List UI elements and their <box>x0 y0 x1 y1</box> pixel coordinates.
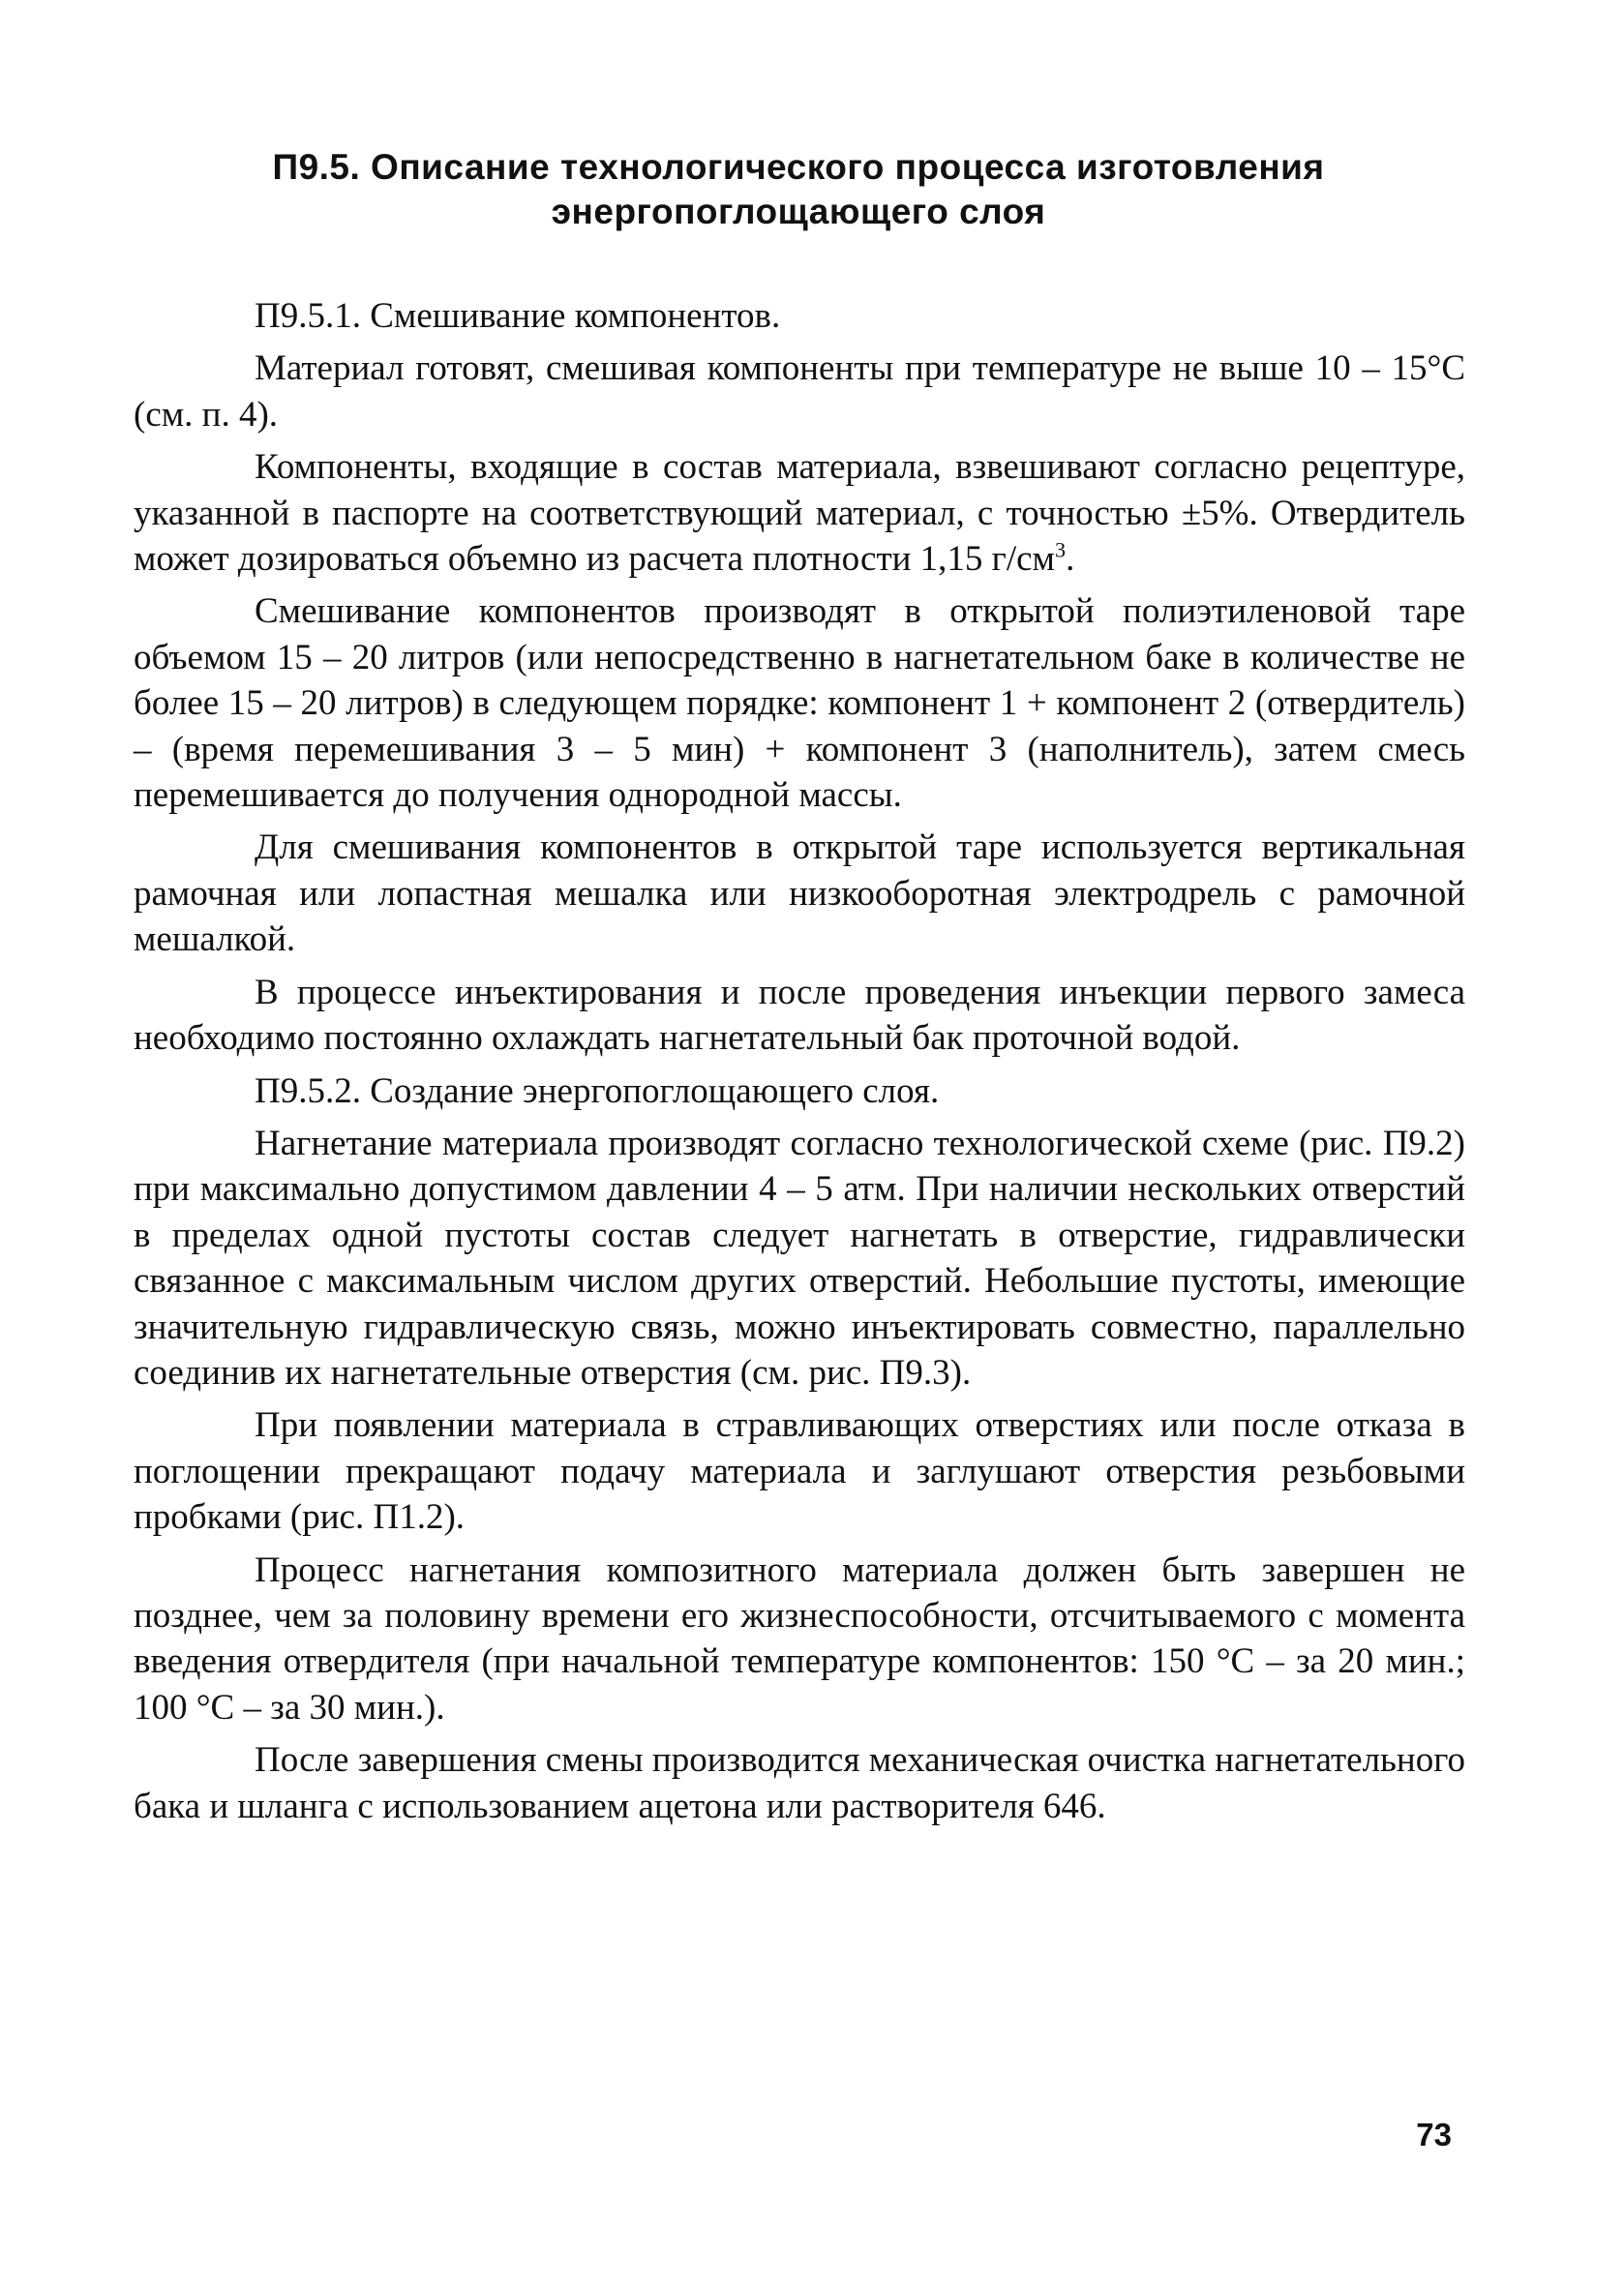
body-text <box>134 293 1465 1836</box>
page-number: 73 <box>1416 2117 1452 2152</box>
paragraph-plugging-holes: При появлении материала в стравливающих отверстиях или после отказа в поглощении прекращают подачу материала и заглушают отверстия резьбовыми пробками (рис. П1.2). <box>134 1405 1465 1538</box>
paragraph-mixer-tools: Для смешивания компонентов в открытой таре используется вертикальная рамочная или лопастная мешалка или низкооборотная электродрель с рамочной мешалкой. <box>134 827 1465 960</box>
superscript-cube: 3 <box>1054 537 1067 562</box>
paragraph-cooling: В процессе инъектирования и после проведения инъекции первого замеса необходимо постоянно охлаждать нагнетательный бак проточной водой. <box>134 972 1465 1059</box>
paragraph-cleaning: После завершения смены производится механическая очистка нагнетательного бака и шланга с использованием ацетона или растворителя 646. <box>134 1740 1465 1826</box>
subsection-title-mixing: П9.5.1. Смешивание компонентов. <box>255 296 781 336</box>
paragraph-material-preparation: Материал готовят, смешивая компоненты при температуре не выше 10 – 15°С (см. п. 4). <box>134 348 1465 435</box>
section-heading-line-1: П9.5. Описание технологического процесса изготовления <box>272 147 1325 187</box>
paragraph-mixing-order: Смешивание компонентов производят в открытой полиэтиленовой таре объемом 15 – 20 литров (или непосредственно в нагнетательном баке в количестве не более 15 – 20 литров) в следующем порядке: компонент 1 + компонент 2 (отвердитель) – (время перемешивания 3 – 5 мин) + компонент 3 (наполнитель), затем смесь перемешивается до получения однородной массы. <box>134 591 1465 816</box>
paragraph-injection-timing: Процесс нагнетания композитного материала должен быть завершен не позднее, чем за половину времени его жизнеспособности, отсчитываемого с момента введения отвердителя (при начальной температуре компонентов: 150 °С – за 20 мин.; 100 °С – за 30 мин.). <box>134 1549 1465 1728</box>
section-heading <box>126 145 1471 234</box>
paragraph-component-weighing <box>134 444 1465 582</box>
paragraph-component-weighing-end: . <box>1066 539 1075 580</box>
subsection-title-layer-creation: П9.5.2. Создание энергопоглощающего слоя. <box>255 1070 940 1111</box>
paragraph-injection-scheme: Нагнетание материала производят согласно технологической схеме (рис. П9.2) при максимально допустимом давлении 4 – 5 атм. При наличии нескольких отверстий в пределах одной пустоты состав следует нагнетать в отверстие, гидравлически связанное с максимальным числом других отверстий. Небольшие пустоты, имеющие значительную гидравлическую связь, можно инъектировать совместно, параллельно соединив их нагнетательные отверстия (см. рис. П9.3). <box>134 1123 1465 1393</box>
paragraph-component-weighing-text: Компоненты, входящие в состав материала, взвешивают согласно рецептуре, указанной в паспорте на соответствующий материал, с точностью ±5%. Отвердитель может дозироваться объемно из расчета плотности 1,15 г/см <box>134 447 1465 580</box>
section-heading-line-2: энергопоглощающего слоя <box>551 192 1046 231</box>
